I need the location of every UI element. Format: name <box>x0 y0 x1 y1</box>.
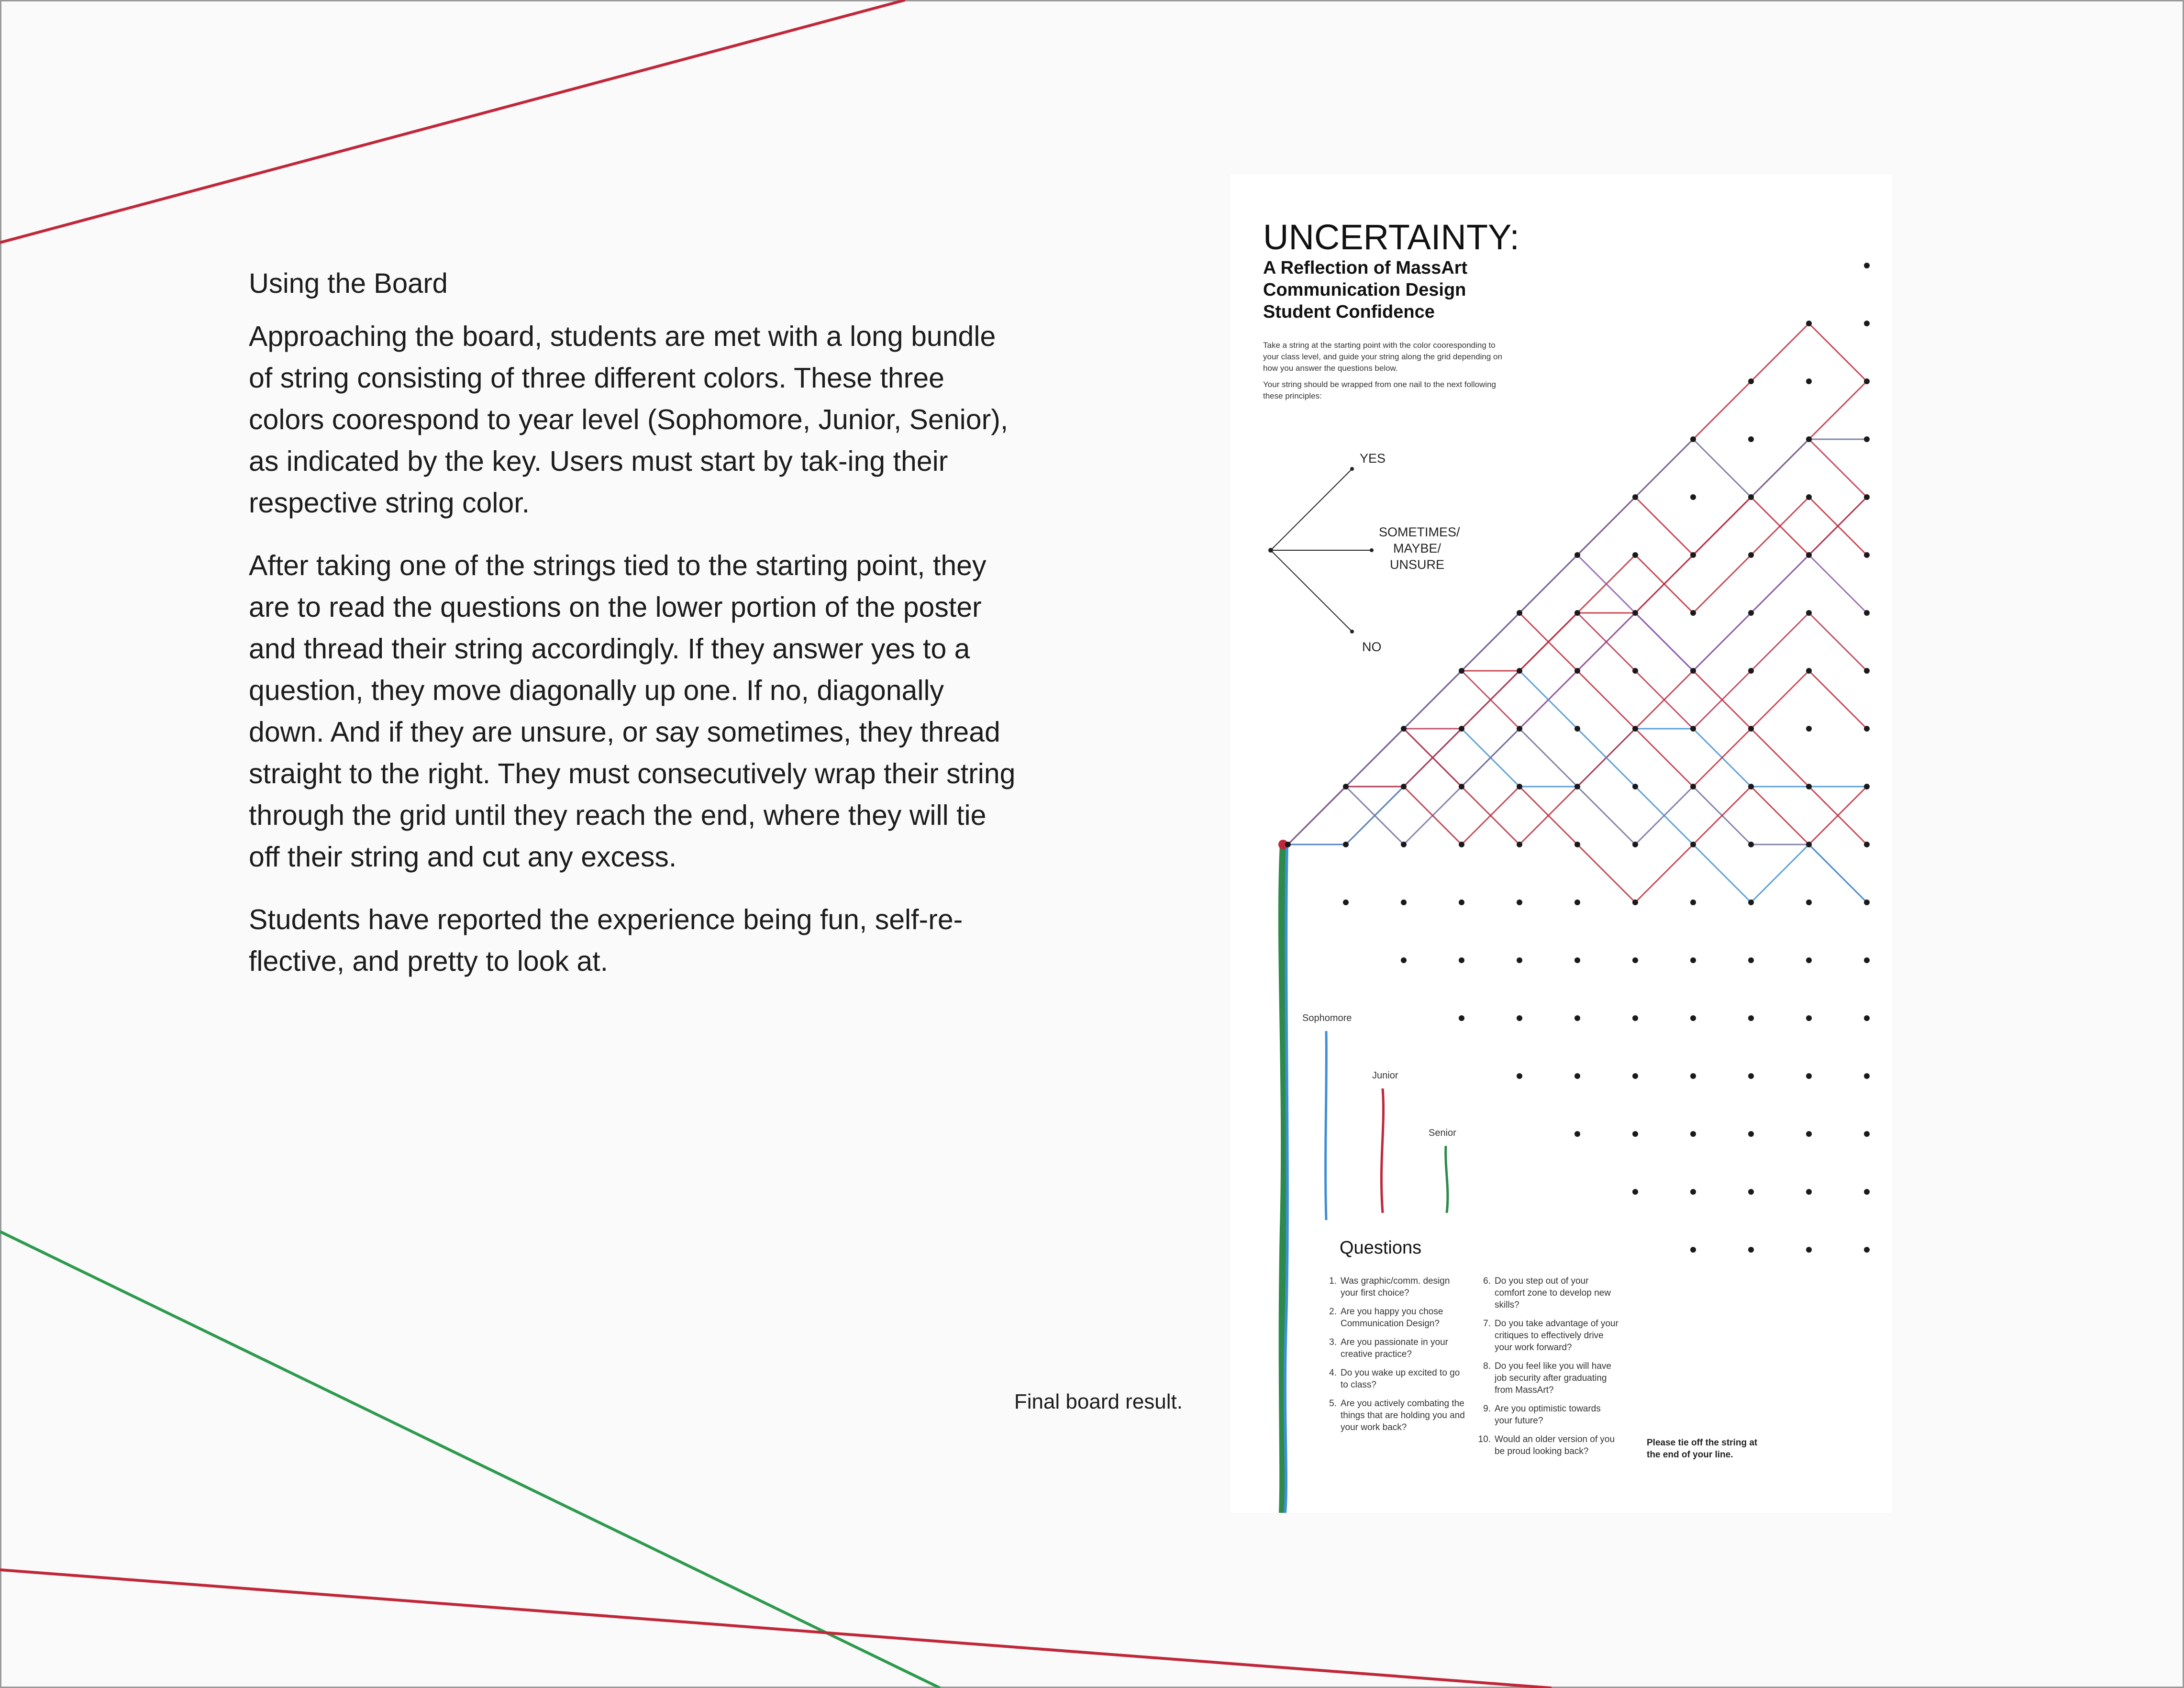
nail <box>1690 1247 1696 1253</box>
question-item: 2. Are you happy you chose Communication Design? <box>1329 1307 1443 1329</box>
question-item: 1. Was graphic/comm. design your first choice? <box>1329 1276 1450 1298</box>
key-sometimes-line: MAYBE/ <box>1393 541 1441 555</box>
nail <box>1806 1189 1812 1195</box>
key-sometimes-line: UNSURE <box>1389 557 1444 572</box>
nail <box>1806 1073 1812 1079</box>
nail <box>1748 1015 1754 1021</box>
nail <box>1864 552 1870 558</box>
key-sometimes-line: SOMETIMES/ <box>1379 525 1460 539</box>
nail <box>1806 1131 1812 1137</box>
nail <box>1401 957 1407 963</box>
nail <box>1632 1073 1638 1079</box>
question-item: 7. Do you take advantage of your critiques to effectively drive your work forward? <box>1483 1319 1619 1353</box>
nail <box>1748 1073 1754 1079</box>
nail <box>1690 1015 1696 1021</box>
nail <box>1690 784 1696 789</box>
nail <box>1806 957 1812 963</box>
nail <box>1459 726 1464 732</box>
nail <box>1864 784 1870 789</box>
nail <box>1748 494 1754 500</box>
nail <box>1285 842 1291 847</box>
board-title: UNCERTAINTY: <box>1263 217 1519 257</box>
subtitle-line: Student Confidence <box>1263 302 1435 322</box>
nail <box>1343 784 1349 789</box>
nail <box>1632 668 1638 674</box>
nail <box>1690 1073 1696 1079</box>
nail <box>1864 1015 1870 1021</box>
nail <box>1401 900 1407 905</box>
nail <box>1632 552 1638 558</box>
yes-arrow <box>1271 469 1352 550</box>
green-line-bottom <box>0 1232 940 1688</box>
nail <box>1806 436 1812 442</box>
nail <box>1632 726 1638 732</box>
nail <box>1459 957 1464 963</box>
nail <box>1864 842 1870 847</box>
nail <box>1864 263 1870 268</box>
nail <box>1864 321 1870 326</box>
nail <box>1632 1015 1638 1021</box>
nail <box>1517 1015 1522 1021</box>
paragraph-feedback: Students have reported the experience being fun, self-re-flective, and pretty to look at. <box>249 904 963 977</box>
nail <box>1574 1131 1580 1137</box>
nail <box>1459 668 1464 674</box>
nail <box>1748 610 1754 616</box>
nail <box>1690 842 1696 847</box>
subtitle-line: A Reflection of MassArt <box>1263 258 1468 278</box>
section-heading: Using the Board <box>249 268 448 299</box>
key-yes-nail <box>1350 467 1354 471</box>
nail <box>1864 957 1870 963</box>
question-item: 10. Would an older version of you be proud looking back? <box>1478 1434 1615 1456</box>
nail <box>1748 784 1754 789</box>
nail <box>1343 900 1349 905</box>
nail <box>1748 957 1754 963</box>
red-line-bottom <box>0 1570 1552 1688</box>
nail <box>1690 1131 1696 1137</box>
nail <box>1690 900 1696 905</box>
key-origin-nail <box>1268 548 1273 553</box>
nail <box>1864 378 1870 384</box>
string-bundle <box>1282 844 1284 1513</box>
nail <box>1864 668 1870 674</box>
nail <box>1806 784 1812 789</box>
nail <box>1690 726 1696 732</box>
nail <box>1517 726 1522 732</box>
nail <box>1864 726 1870 732</box>
nail <box>1459 784 1464 789</box>
nail <box>1574 1015 1580 1021</box>
nail <box>1632 494 1638 500</box>
nail <box>1632 957 1638 963</box>
nail <box>1517 957 1522 963</box>
nail <box>1748 900 1754 905</box>
nail <box>1806 668 1812 674</box>
nail <box>1343 842 1349 847</box>
nail <box>1517 842 1522 847</box>
nail <box>1517 784 1522 789</box>
nail <box>1574 784 1580 789</box>
nail <box>1806 842 1812 847</box>
nail <box>1748 378 1754 384</box>
question-item: 6. Do you step out of your comfort zone to develop new skills? <box>1483 1276 1611 1310</box>
nail <box>1748 552 1754 558</box>
question-item: 3. Are you passionate in your creative practice? <box>1329 1337 1448 1359</box>
question-item: 8. Do you feel like you will have job security after graduating from MassArt? <box>1483 1361 1611 1395</box>
question-item: 9. Are you optimistic towards your future? <box>1483 1404 1601 1426</box>
color-key-strings <box>1326 1031 1448 1220</box>
paragraph-process: After taking one of the strings tied to the starting point, they are to read the questions on the lower portion of the poster and thread their string accordingly. If they answer yes to a question, they move diagonally up one. If no, diagonally down. And if they are unsure, or say sometimes, they thread straight to the right. They must consecutively wrap their string through the grid until they reach the end, where they will tie off their string and cut any excess. <box>249 550 1016 873</box>
nail <box>1806 1015 1812 1021</box>
nail <box>1748 842 1754 847</box>
no-arrow <box>1271 550 1352 632</box>
junior-string <box>1381 1088 1383 1213</box>
board-photo <box>1231 175 1892 1513</box>
nail <box>1864 900 1870 905</box>
direction-key-diagram <box>1268 467 1374 633</box>
nail <box>1748 1247 1754 1253</box>
nail <box>1806 321 1812 326</box>
nail <box>1748 1189 1754 1195</box>
key-sometimes-label <box>1379 524 1460 573</box>
nail <box>1517 1073 1522 1079</box>
nail <box>1401 784 1407 789</box>
nail <box>1459 842 1464 847</box>
nail <box>1748 726 1754 732</box>
key-sophomore-label: Sophomore <box>1302 1013 1352 1023</box>
nail <box>1864 1189 1870 1195</box>
nail <box>1690 552 1696 558</box>
instruction-text: Your string should be wrapped from one nail to the next following these principles: <box>1263 380 1497 400</box>
nail <box>1517 610 1522 616</box>
nail <box>1864 1131 1870 1137</box>
nail <box>1574 900 1580 905</box>
nail <box>1690 436 1696 442</box>
nail <box>1806 1247 1812 1253</box>
nail <box>1690 610 1696 616</box>
sophomore-string <box>1326 1031 1327 1220</box>
nail <box>1864 436 1870 442</box>
nail <box>1806 494 1812 500</box>
nail <box>1632 1189 1638 1195</box>
nail <box>1574 610 1580 616</box>
nail <box>1748 668 1754 674</box>
nail <box>1806 900 1812 905</box>
key-no-nail <box>1350 630 1354 633</box>
nail <box>1574 842 1580 847</box>
questions-list-left <box>1321 1275 1465 1440</box>
nail <box>1574 668 1580 674</box>
nail <box>1459 1015 1464 1021</box>
nail <box>1806 378 1812 384</box>
nail <box>1864 1247 1870 1253</box>
nail <box>1632 784 1638 789</box>
nail-grid <box>1285 263 1870 1253</box>
nail <box>1517 900 1522 905</box>
instruction-text: Take a string at the starting point with the color cooresponding to your class level, and guide your string along the grid depending on how you answer the questions below. <box>1263 341 1502 373</box>
nail <box>1748 1131 1754 1137</box>
question-item: 5. Are you actively combating the things that are holding you and your work back? <box>1329 1399 1465 1433</box>
nail <box>1690 957 1696 963</box>
questions-heading: Questions <box>1340 1238 1422 1258</box>
nail <box>1806 552 1812 558</box>
nail <box>1806 726 1812 732</box>
questions-list-right <box>1475 1275 1619 1464</box>
nail <box>1459 900 1464 905</box>
nail <box>1517 668 1522 674</box>
nail <box>1748 436 1754 442</box>
nail <box>1864 1073 1870 1079</box>
nail <box>1574 957 1580 963</box>
subtitle-line: Communication Design <box>1263 280 1466 300</box>
nail <box>1401 726 1407 732</box>
nail <box>1690 494 1696 500</box>
nail <box>1690 1189 1696 1195</box>
red-line-top <box>0 0 905 243</box>
nail <box>1806 610 1812 616</box>
nail <box>1632 900 1638 905</box>
nail <box>1632 610 1638 616</box>
paragraph-approach: Approaching the board, students are met with a long bundle of string consisting of three different colors. These three colors coorespond to year level (Sophomore, Junior, Senior), as indicated by the key. Users must start by tak-ing their respective string color. <box>249 321 1009 519</box>
article-text <box>249 262 1024 1003</box>
tie-off-note: Please tie off the string at the end of your line. <box>1647 1438 1758 1460</box>
key-sometimes-nail <box>1370 548 1374 552</box>
figure-caption: Final board result. <box>1014 1390 1183 1413</box>
senior-string <box>1446 1146 1448 1213</box>
key-yes-label: YES <box>1360 451 1386 466</box>
nail <box>1632 1131 1638 1137</box>
board-instructions <box>1263 340 1512 407</box>
nail <box>1690 668 1696 674</box>
nail <box>1574 552 1580 558</box>
key-junior-label: Junior <box>1372 1070 1398 1081</box>
nail <box>1574 1073 1580 1079</box>
nail <box>1864 494 1870 500</box>
key-no-label: NO <box>1362 640 1382 654</box>
nail <box>1864 610 1870 616</box>
key-senior-label: Senior <box>1429 1128 1456 1138</box>
nail <box>1574 726 1580 732</box>
nail <box>1632 842 1638 847</box>
nail <box>1401 842 1407 847</box>
question-item: 4. Do you wake up excited to go to class? <box>1329 1368 1460 1390</box>
board-subtitle <box>1263 257 1531 323</box>
